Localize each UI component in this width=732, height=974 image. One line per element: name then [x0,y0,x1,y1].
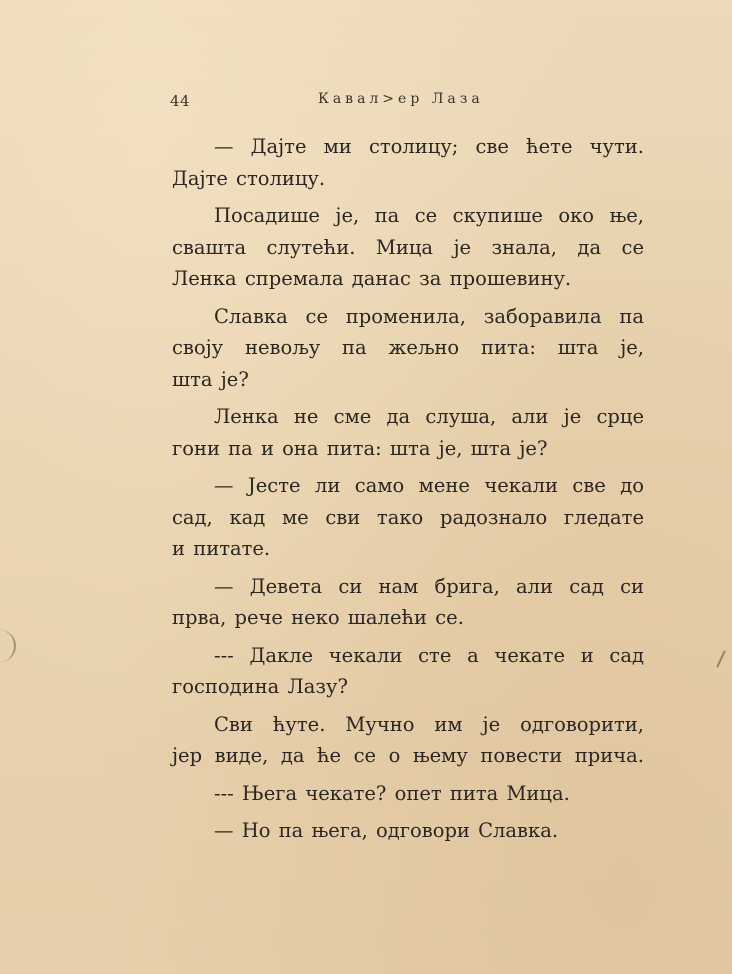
text-line: јер виде, да ће се о њему повести прича. [172,744,644,767]
text-line: господина Лазу? [172,675,348,698]
text-line: сад, кад ме сви тако радознало гледате [172,505,644,529]
paragraph [172,571,644,634]
page-edge-mark [0,630,16,662]
paragraph [172,301,644,396]
text-line: — Но па њега, одговори Славка. [214,819,559,842]
paragraph [172,778,644,810]
running-head: Кавал>ер Лаза [318,91,484,107]
text-line: и питате. [172,537,271,560]
text-line: гони па и она пита: шта је, шта је? [172,436,548,460]
paragraph [172,131,644,194]
paragraph [172,815,644,847]
text-line: шта је? [172,367,249,391]
text-line: прва, рече неко шалећи се. [172,606,464,629]
text-line: Дајте столицу. [172,166,326,190]
page-edge-mark [716,650,725,667]
paragraph [172,640,644,703]
text-line: Сви ћуте. Мучно им је одговорити, [214,712,644,736]
paragraph [172,200,644,295]
text-line: Ленка не сме да слуша, али је срце [214,405,644,428]
text-line: — Јесте ли само мене чекали све до [214,474,644,497]
text-line: Ленка спремала данас за прошевину. [172,267,572,290]
paragraph [172,470,644,565]
paragraph [172,709,644,772]
text-line: --- Њега чекате? опет пита Мица. [214,781,570,805]
text-line: — Дајте ми столицу; све ћете чути. [214,135,644,158]
text-line: Славка се променила, заборавила па [214,304,644,328]
text-line: своју невољу па жељно пита: шта је, [172,336,644,359]
text-line: свашта слутећи. Мица је знала, да се [172,235,644,259]
paragraph [172,401,644,464]
text-line: Посадише је, па се скупише око ње, [214,204,644,227]
page-number: 44 [170,92,191,110]
text-line: — Девета си нам брига, али сад си [214,574,644,598]
text-line: --- Дакле чекали сте а чекате и сад [214,643,644,667]
body-text [172,131,644,853]
